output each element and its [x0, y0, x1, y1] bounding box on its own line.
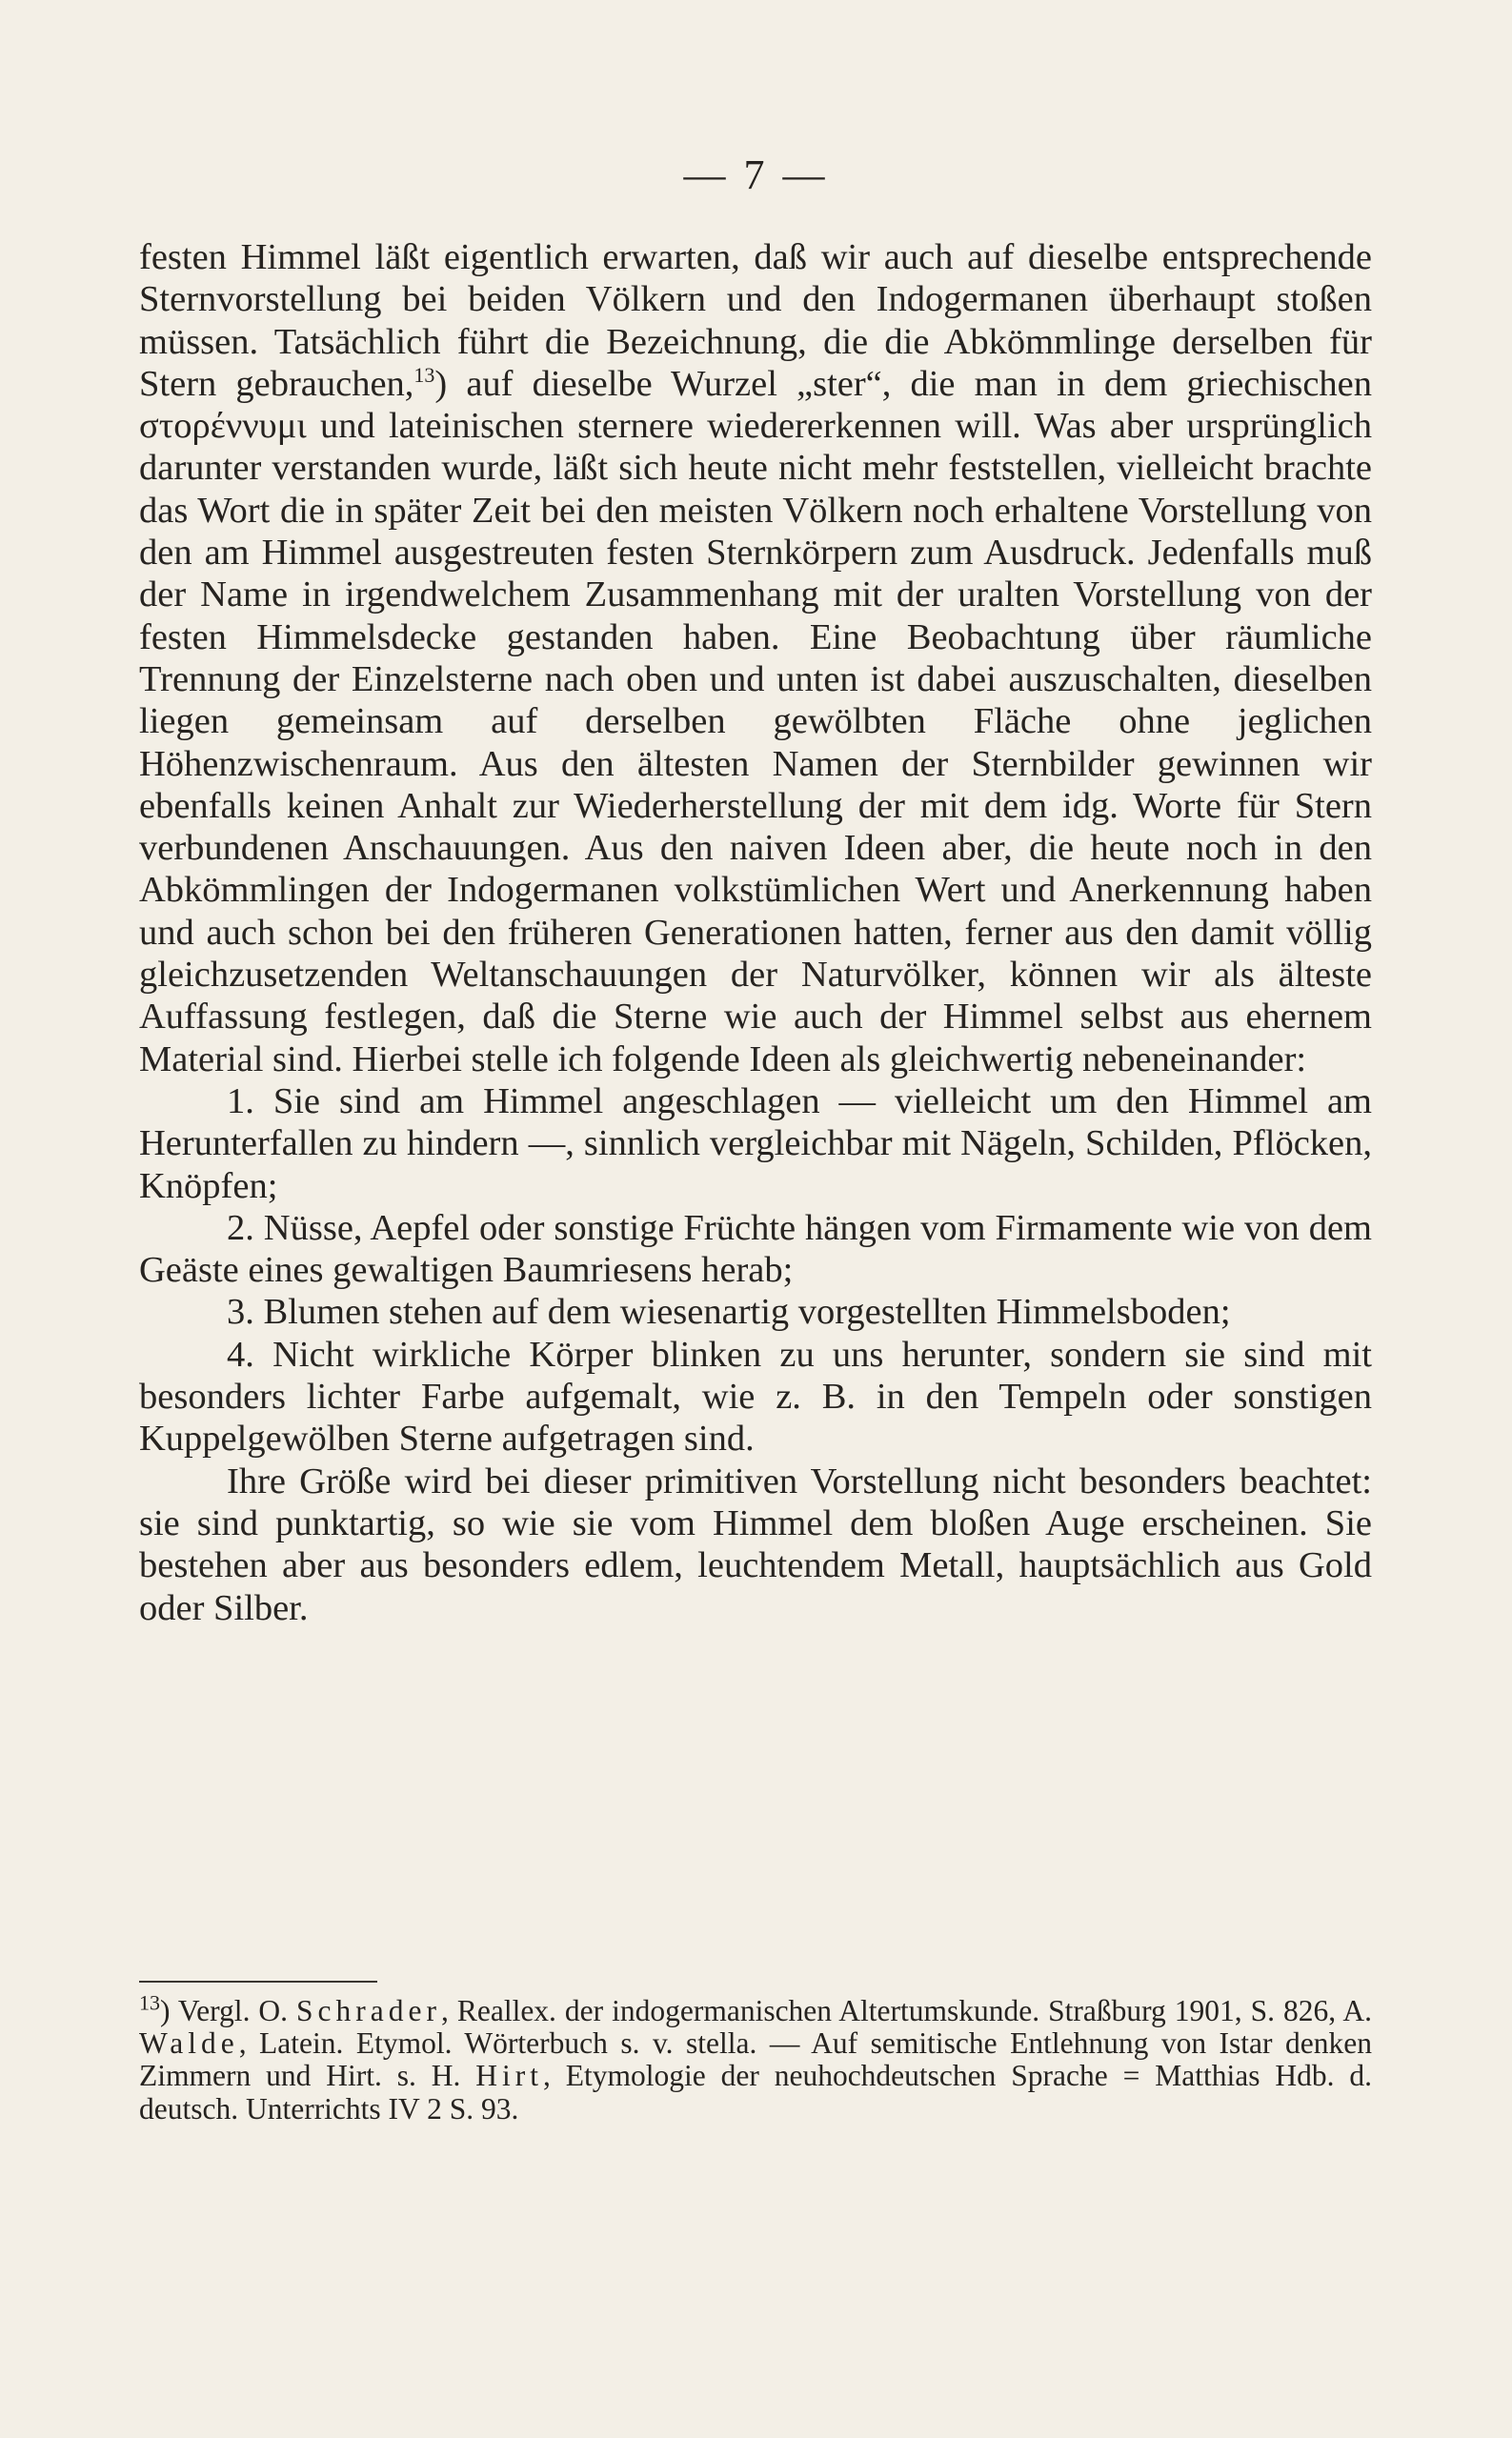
list-item-3: 3. Blumen stehen auf dem wiesenartig vorgestellten Himmelsboden; [227, 1292, 1231, 1333]
footnote-reference: 13 [413, 363, 435, 388]
footnote [139, 1990, 1372, 2126]
list-item-4: 4. Nicht wirkliche Körper blinken zu uns herunter, sondern sie sind mit besonders lichter Farbe aufgemalt, wie z. B. in den Tempeln oder sonstigen Kuppelgewölben Sterne aufgetragen sind. [139, 1334, 1372, 1460]
paragraph-1: festen Himmel läßt eigentlich erwarten, daß wir auch auf dieselbe entsprechende Sternvorstellung bei beiden Völkern und den Indogermanen überhaupt stoßen müssen. Tatsächlich führt die Bezeichnung, die die Abkömmlinge derselben für Stern gebrauchen,$^{13}$) auf dieselbe Wurzel „ster“, die man in dem griechischen στορέννυμι und lateinischen sternere wiedererkennen will. Was aber ursprünglich darunter verstanden wurde, läßt sich heute nicht mehr feststellen, vielleicht brachte das Wort die in später Zeit bei den meisten Völkern noch erhaltene Vorstellung von den am Himmel ausgestreuten festen Sternkörpern zum Ausdruck. Jedenfalls muß der Name in irgendwelchem Zusammenhang mit der uralten Vorstellung von der festen Himmelsdecke gestanden haben. Eine Beobachtung über räumliche Trennung der Einzelsterne nach oben und unten ist dabei auszuschalten, dieselben liegen gemeinsam auf derselben gewölbten Fläche ohne jeglichen Höhenzwischenraum. Aus den ältesten Namen der Sternbilder gewinnen wir ebenfalls keinen Anhalt zur Wiederherstellung der mit dem idg. Worte für Stern verbundenen Anschauungen. Aus den naiven Ideen aber, die heute noch in den Abkömmlingen der Indogermanen volkstümlichen Wert und Anerkennung haben und auch schon bei den früheren Generationen hatten, ferner aus den damit völlig gleichzusetzenden Weltanschauungen der Naturvölker, können wir als älteste Auffassung festlegen, daß die Sterne wie auch der Himmel selbst aus ehernem Material sind. Hierbei stelle ich folgende Ideen als gleichwertig nebeneinander: [139, 237, 1372, 1079]
author-schrader: Schrader [296, 1994, 441, 2027]
author-hirt: Hirt [475, 2059, 543, 2093]
list-item-1: 1. Sie sind am Himmel angeschlagen — vielleicht um den Himmel am Herunterfallen zu hindern —, sinnlich vergleichbar mit Nägeln, Schilden, Pflöcken, Knöpfen; [139, 1080, 1372, 1206]
page-number: — 7 — [683, 151, 829, 198]
author-walde: Walde [139, 2026, 239, 2061]
footnote-mark: 13 [139, 1990, 160, 2015]
list-item-2: 2. Nüsse, Aepfel oder sonstige Früchte hängen vom Firmamente wie von dem Geäste eines gewaltigen Baumriesens herab; [139, 1207, 1372, 1291]
footnote-divider [139, 1981, 377, 1983]
paragraph-2: Ihre Größe wird bei dieser primitiven Vorstellung nicht besonders beachtet: sie sind punktartig, so wie sie vom Himmel dem bloßen Auge erscheinen. Sie bestehen aber aus besonders edlem, leuchtendem Metall, hauptsächlich aus Gold oder Silber. [139, 1461, 1372, 1628]
main-text [139, 236, 1372, 1629]
footnote-13: $^{13}$) Vergl. O. Schrader, Reallex. der indogermanischen Altertumskunde. Straßburg 1901, S. 826, A. Walde, Latein. Etymol. Wörterbuch s. v. stella. — Auf semitische Entlehnung von Istar denken Zimmern und Hirt. s. H. Hirt, Etymologie der neuhochdeutschen Sprache = Matthias Hdb. d. deutsch. Unterrichts IV 2 S. 93. [139, 1990, 1372, 2126]
